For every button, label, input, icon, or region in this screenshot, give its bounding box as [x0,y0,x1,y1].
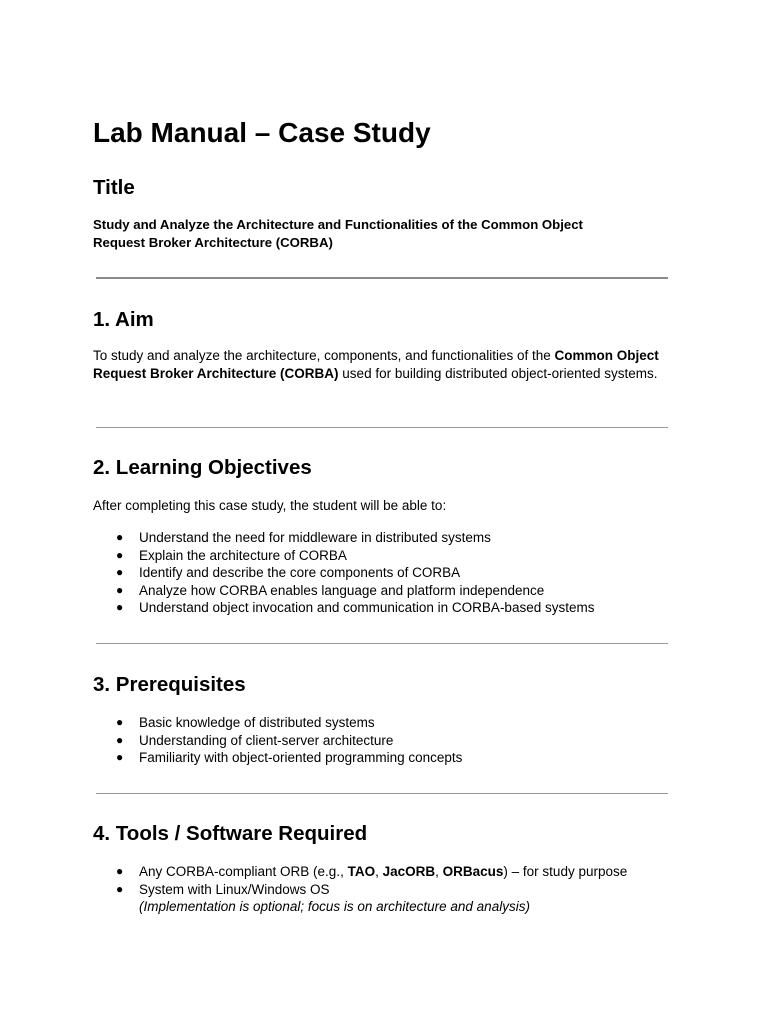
aim-heading: 1. Aim [93,308,154,331]
bullet-icon: ● [116,715,124,729]
objectives-list [93,529,683,617]
document-subtitle [93,216,653,252]
orb-tao: TAO [347,864,376,879]
aim-text-pre: To study and analyze the architecture, components, and functionalities of the [93,348,555,363]
bullet-icon: ● [116,582,124,597]
section-divider [96,277,668,279]
orb-orbacus: ORBacus [442,864,504,879]
list-item: ● Identify and describe the core components of CORBA [116,565,461,581]
title-heading: Title [93,176,135,199]
bullet-icon: ● [116,530,124,544]
list-item: ● Understanding of client-server architecture [116,732,394,748]
bullet-icon: ● [116,750,124,765]
tools-list [93,863,683,916]
document-title: Lab Manual – Case Study [93,117,431,148]
aim-paragraph [93,347,683,383]
objectives-intro: After completing this case study, the student will be able to: [93,498,447,513]
bullet-icon: ● [116,864,124,878]
subtitle-line-1: Study and Analyze the Architecture and Functionalities of the Common Object [93,217,583,232]
objectives-heading: 2. Learning Objectives [93,456,312,479]
tools-note: (Implementation is optional; focus is on architecture and analysis) [139,899,530,915]
subtitle-line-2: Request Broker Architecture (CORBA) [93,235,333,251]
section-divider [96,427,668,428]
orb-jacorb: JacORB [382,864,436,879]
section-divider [96,793,668,794]
bullet-icon: ● [116,600,124,615]
list-item: ● Explain the architecture of CORBA [116,547,347,563]
aim-text-post: used for building distributed object-oriented systems. [338,366,658,382]
aim-text-bold: Common Object Request Broker Architecture (CORBA) [93,348,659,382]
prerequisites-heading: 3. Prerequisites [93,673,246,696]
list-item: ● Any CORBA-compliant ORB (e.g., TAO, JacORB, ORBacus) – for study purpose [116,864,628,879]
list-item: ● System with Linux/Windows OS (Implementation is optional; focus is on architecture and analysis) [93,881,683,916]
prerequisites-list [93,714,683,767]
bullet-icon: ● [116,547,124,562]
bullet-icon: ● [116,881,124,896]
bullet-icon: ● [116,565,124,580]
bullet-icon: ● [116,732,124,747]
list-item: ● Familiarity with object-oriented programming concepts [116,750,463,766]
section-divider [96,643,668,644]
list-item: ● Analyze how CORBA enables language and platform independence [116,582,545,598]
list-item: ● Understand object invocation and communication in CORBA-based systems [116,600,595,616]
tools-heading: 4. Tools / Software Required [93,822,368,845]
list-item: ● Understand the need for middleware in distributed systems [116,530,491,545]
list-item: ● Basic knowledge of distributed systems [116,715,375,730]
